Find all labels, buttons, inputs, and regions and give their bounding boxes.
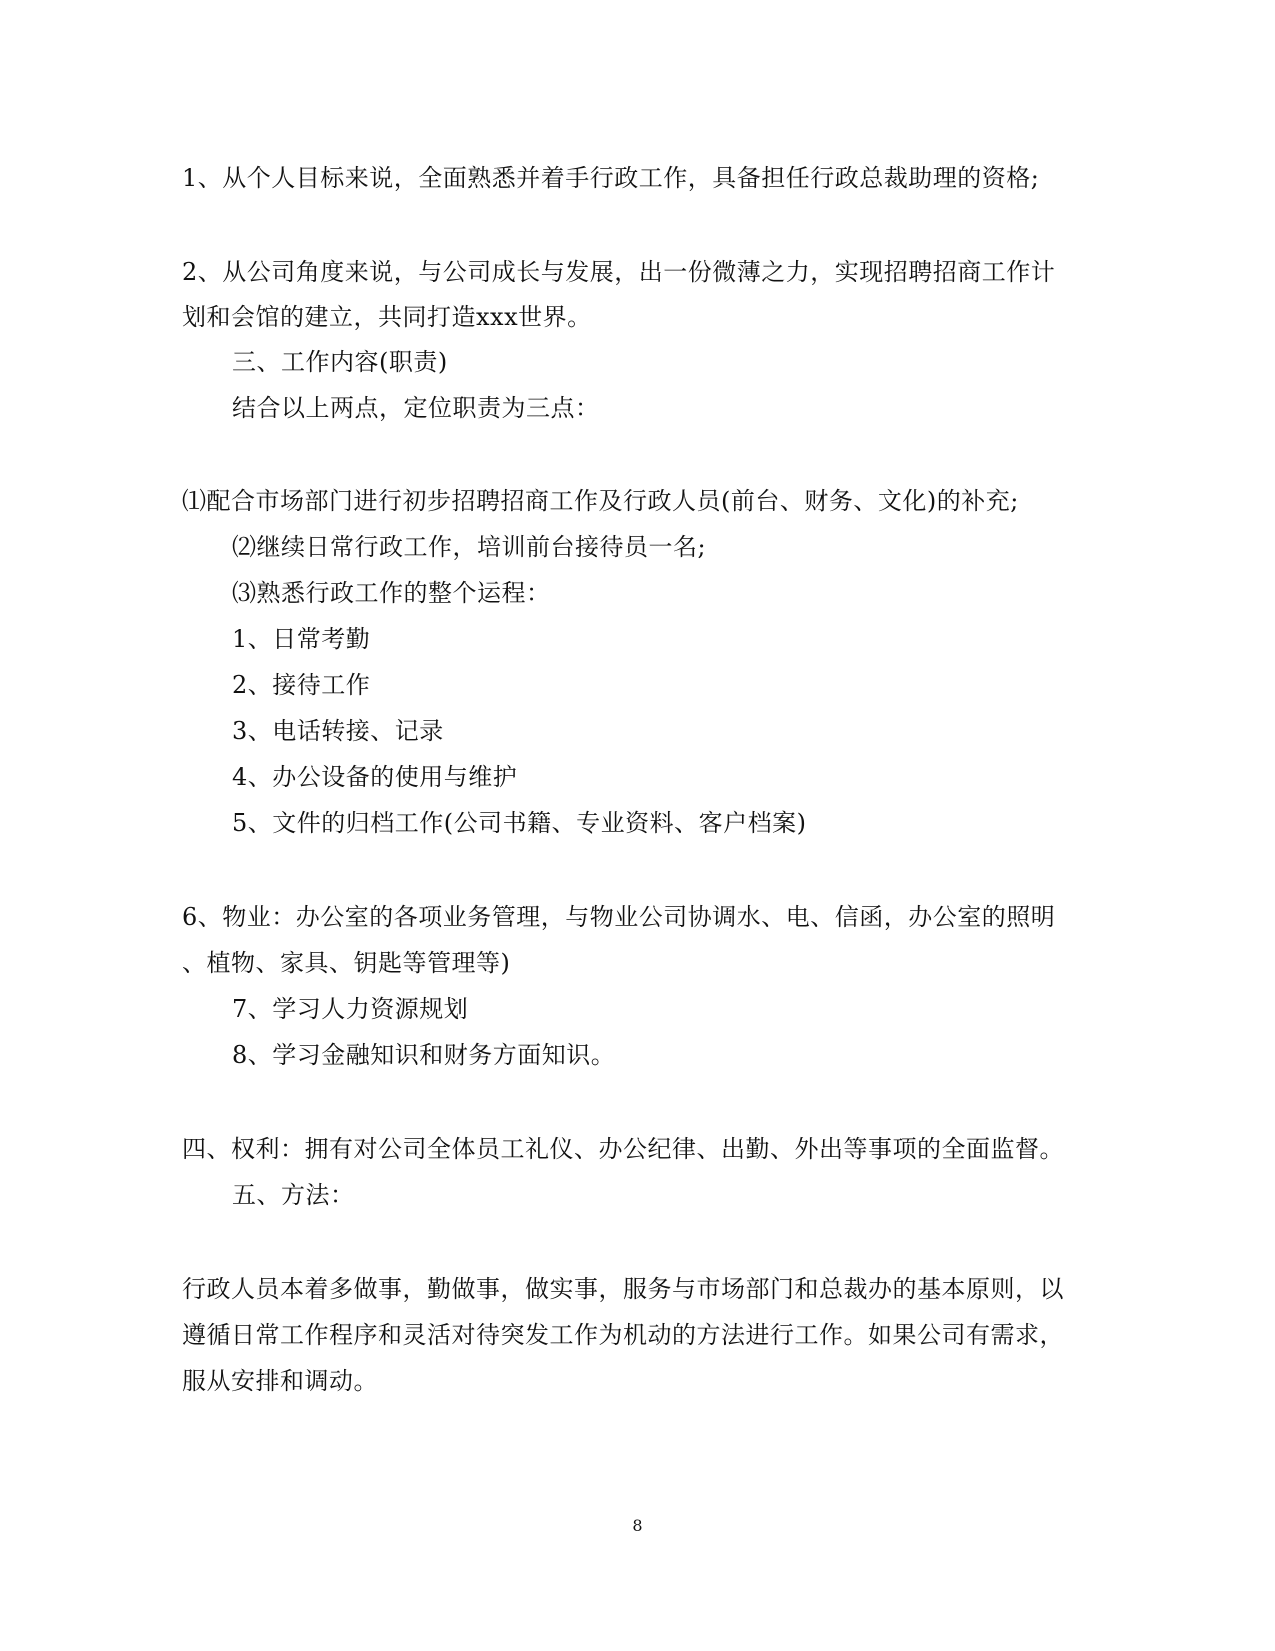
- paragraph-line: 行政人员本着多做事，勤做事，做实事，服务与市场部门和总裁办的基本原则，以: [182, 1275, 1064, 1303]
- section-heading: 三、工作内容(职责): [232, 348, 448, 376]
- page-number: 8: [632, 1516, 643, 1535]
- list-item: 2、接待工作: [232, 671, 371, 699]
- list-item: 1、日常考勤: [232, 625, 371, 653]
- list-item: 、植物、家具、钥匙等管理等): [182, 949, 511, 977]
- paragraph-line: 2、从公司角度来说，与公司成长与发展，出一份微薄之力，实现招聘招商工作计: [182, 258, 1056, 286]
- list-item: 3、电话转接、记录: [232, 717, 444, 745]
- paragraph-line: 1、从个人目标来说，全面熟悉并着手行政工作，具备担任行政总裁助理的资格;: [182, 164, 1040, 192]
- section-heading: 四、权利：拥有对公司全体员工礼仪、办公纪律、出勤、外出等事项的全面监督。: [182, 1135, 1064, 1163]
- list-item: 6、物业：办公室的各项业务管理，与物业公司协调水、电、信函，办公室的照明: [182, 903, 1056, 931]
- list-item: 5、文件的归档工作(公司书籍、专业资料、客户档案): [232, 809, 807, 837]
- list-item: 8、学习金融知识和财务方面知识。: [232, 1041, 616, 1069]
- list-item: 7、学习人力资源规划: [232, 995, 469, 1023]
- paragraph-line: 划和会馆的建立，共同打造xxx世界。: [182, 303, 592, 331]
- paragraph-line: 遵循日常工作程序和灵活对待突发工作为机动的方法进行工作。如果公司有需求，: [182, 1321, 1064, 1349]
- paragraph-line: 服从安排和调动。: [182, 1367, 378, 1395]
- list-item: ⑵继续日常行政工作，培训前台接待员一名;: [232, 533, 707, 561]
- list-item: ⑶熟悉行政工作的整个运程：: [232, 579, 551, 607]
- list-item: ⑴配合市场部门进行初步招聘招商工作及行政人员(前台、财务、文化)的补充;: [182, 487, 1019, 515]
- list-item: 4、办公设备的使用与维护: [232, 763, 518, 791]
- section-heading: 五、方法：: [232, 1181, 355, 1209]
- paragraph-line: 结合以上两点，定位职责为三点：: [232, 394, 600, 422]
